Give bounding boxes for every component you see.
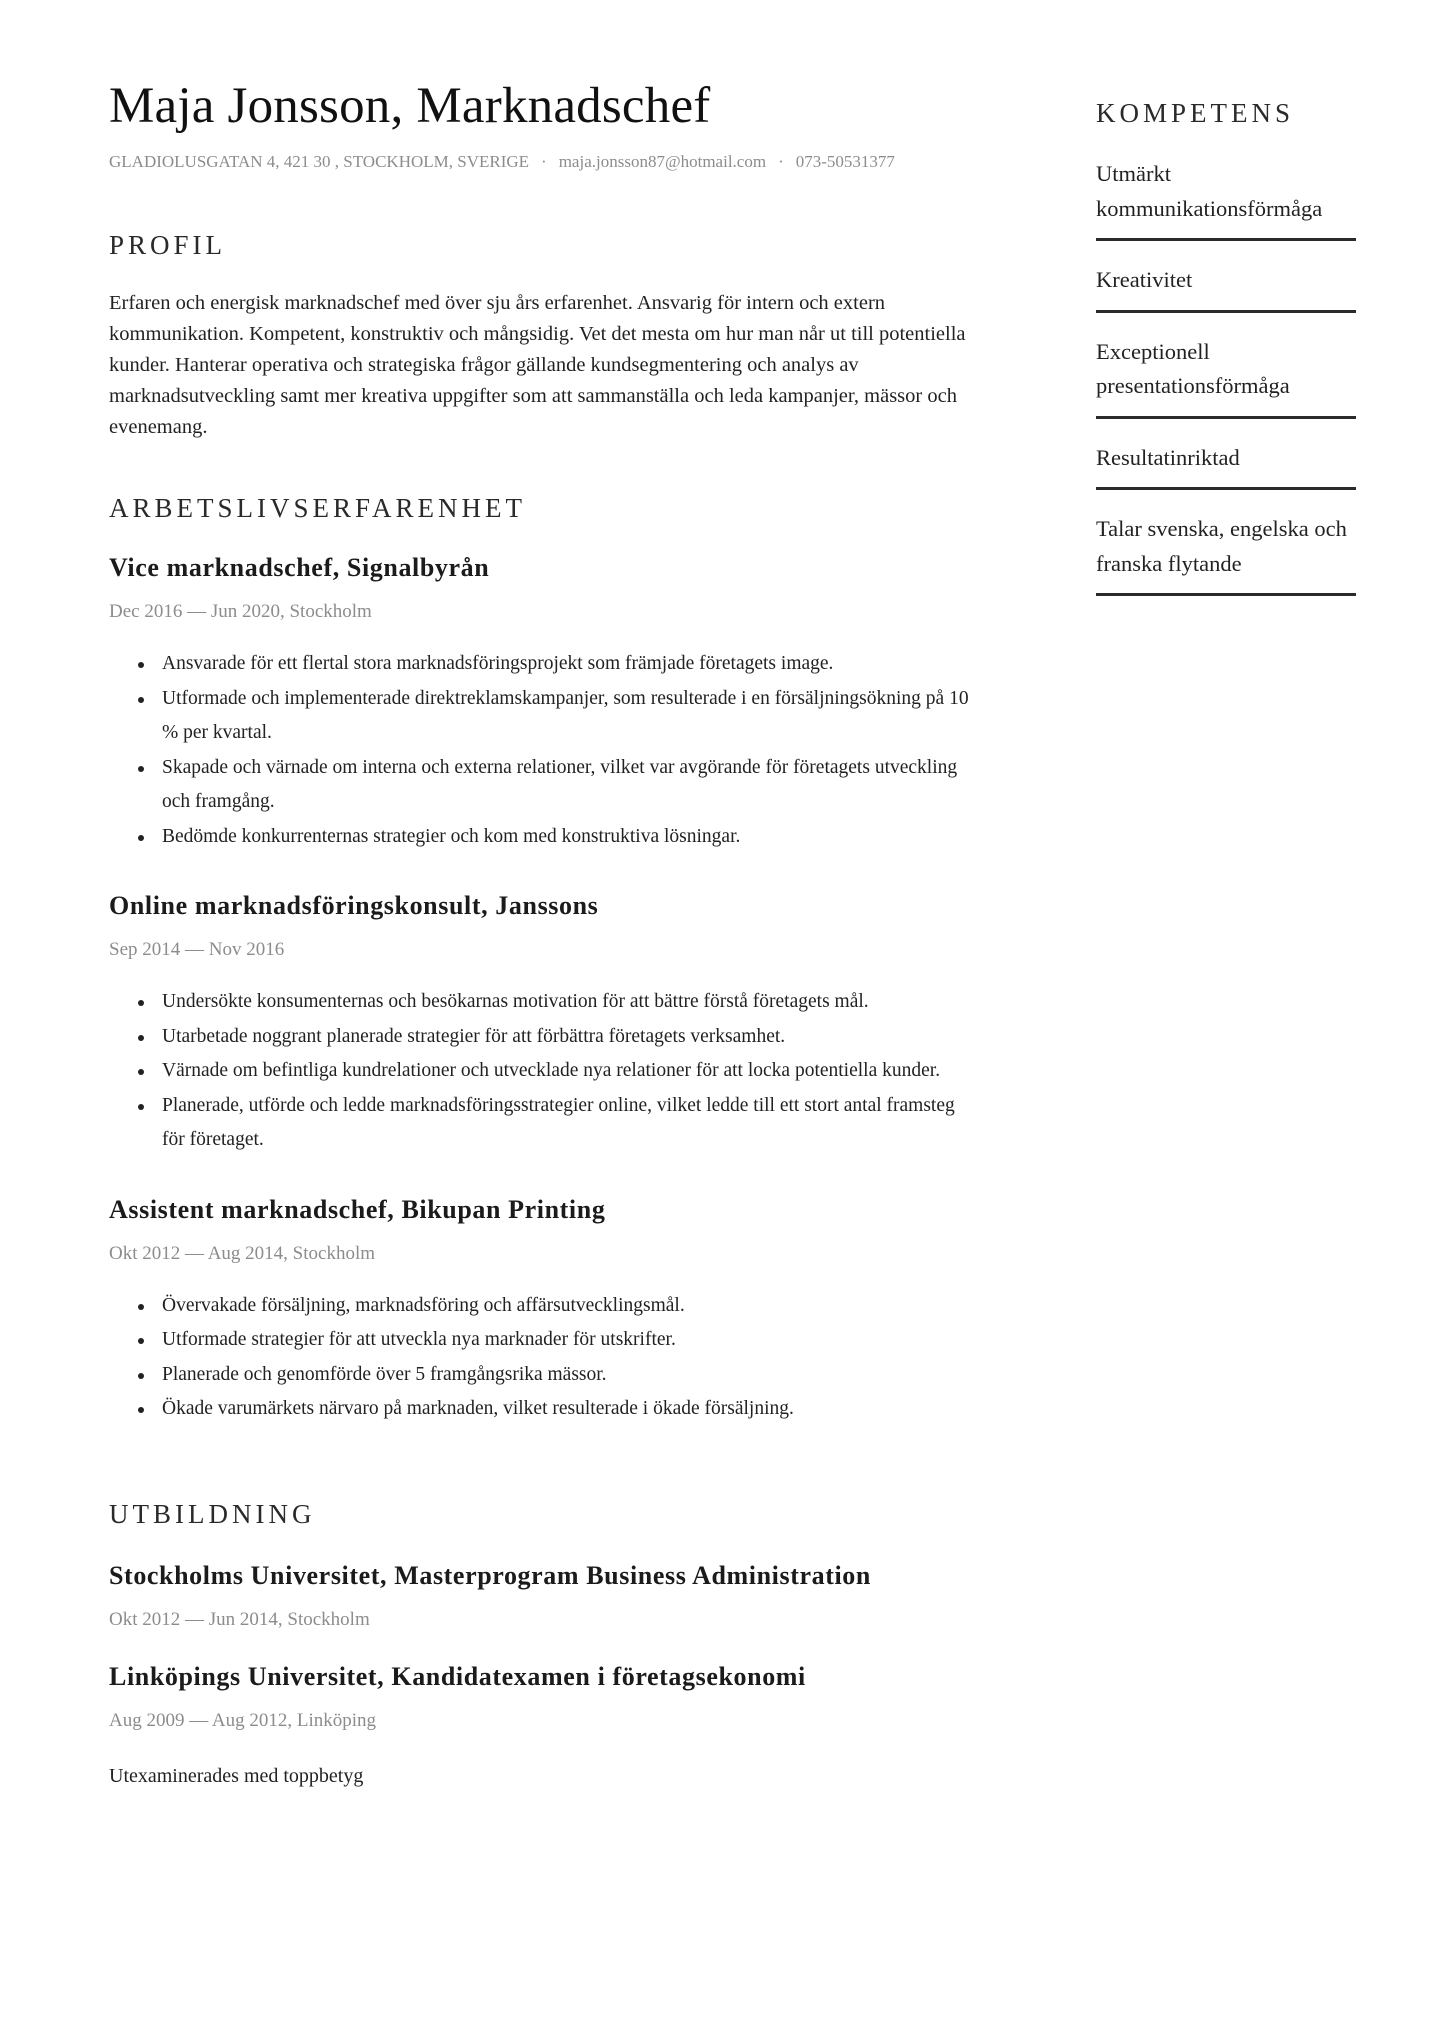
education-entry <box>109 1560 969 1631</box>
bullet-item: Planerade, utförde och ledde marknadsföringsstrategier online, vilket ledde till ett stort antal framsteg för företaget. <box>162 1089 969 1158</box>
job-bullets <box>109 1289 969 1427</box>
contact-line <box>109 152 969 172</box>
skill-item: Kreativitet <box>1096 261 1356 313</box>
job-title: Online marknadsföringskonsult, Janssons <box>109 891 599 920</box>
email-link[interactable]: maja.jonsson87@hotmail.com <box>558 152 767 171</box>
skill-item: Exceptionell presentationsförmåga <box>1096 333 1356 419</box>
education-title: Stockholms Universitet, Masterprogram Business Administration <box>109 1560 871 1590</box>
education-entry <box>109 1661 969 1788</box>
bullet-item: Utformade och implementerade direktreklamskampanjer, som resulterade i en försäljningsökning på 10 % per kvartal. <box>162 682 969 751</box>
profile-heading: PROFIL <box>109 230 227 260</box>
skills-list <box>1096 155 1356 596</box>
skill-item: Utmärkt kommunikationsförmåga <box>1096 155 1356 241</box>
job-entry <box>109 552 969 854</box>
skill-item: Resultatinriktad <box>1096 439 1356 491</box>
job-title: Vice marknadschef, Signalbyrån <box>109 553 490 582</box>
education-description: Utexaminerades med toppbetyg <box>109 1764 364 1787</box>
bullet-item: Övervakade försäljning, marknadsföring och affärsutvecklingsmål. <box>162 1289 969 1324</box>
job-dates-location: Dec 2016 — Jun 2020, Stockholm <box>109 601 372 622</box>
job-title: Assistent marknadschef, Bikupan Printing <box>109 1194 606 1224</box>
bullet-item: Utformade strategier för att utveckla nya marknader för utskrifter. <box>162 1323 969 1358</box>
education-heading: UTBILDNING <box>109 1498 316 1529</box>
phone-number: 073-50531377 <box>795 152 895 171</box>
skill-item: Talar svenska, engelska och franska flytande <box>1096 510 1356 596</box>
contact-separator: · <box>541 152 547 171</box>
job-dates-location: Sep 2014 — Nov 2016 <box>109 939 285 960</box>
bullet-item: Skapade och värnade om interna och externa relationer, vilket var avgörande för företagets utveckling och framgång. <box>162 751 969 820</box>
bullet-item: Ansvarade för ett flertal stora marknadsföringsprojekt som främjade företagets image. <box>162 647 969 682</box>
skills-heading: KOMPETENS <box>1096 98 1295 128</box>
job-entry <box>109 890 969 1158</box>
experience-heading: ARBETSLIVSERFARENHET <box>109 493 527 523</box>
candidate-name: Maja Jonsson, Marknadschef <box>109 78 711 134</box>
profile-text: Erfaren och energisk marknadschef med över sju års erfarenhet. Ansvarig för intern och extern kommunikation. Kompetent, konstruktiv och mångsidig. Vet det mesta om hur man når ut till potentiella kunder. Hanterar operativa och strategiska frågor gällande kundsegmentering och analys av marknadsutveckling samt mer kreativa uppgifter som att sammanställa och leda kampanjer, mässor och evenemang. <box>109 292 966 438</box>
education-dates-location: Okt 2012 — Jun 2014, Stockholm <box>109 1608 370 1630</box>
bullet-item: Ökade varumärkets närvaro på marknaden, vilket resulterade i ökade försäljning. <box>162 1392 969 1427</box>
bullet-item: Utarbetade noggrant planerade strategier för att förbättra företagets verksamhet. <box>162 1020 969 1055</box>
job-bullets <box>109 647 969 854</box>
job-bullets <box>109 985 969 1158</box>
bullet-item: Bedömde konkurrenternas strategier och kom med konstruktiva lösningar. <box>162 820 969 855</box>
job-dates-location: Okt 2012 — Aug 2014, Stockholm <box>109 1242 376 1264</box>
sidebar <box>1096 98 1356 616</box>
education-title: Linköpings Universitet, Kandidatexamen i företagsekonomi <box>109 1661 806 1691</box>
bullet-item: Planerade och genomförde över 5 framgångsrika mässor. <box>162 1358 969 1393</box>
contact-separator: · <box>778 152 784 171</box>
bullet-item: Värnade om befintliga kundrelationer och utvecklade nya relationer för att locka potentiella kunder. <box>162 1054 969 1089</box>
address: GLADIOLUSGATAN 4, 421 30 , STOCKHOLM, SVERIGE <box>109 152 530 171</box>
education-dates-location: Aug 2009 — Aug 2012, Linköping <box>109 1709 377 1731</box>
job-entry <box>109 1194 969 1427</box>
main-column <box>109 78 969 1788</box>
bullet-item: Undersökte konsumenternas och besökarnas motivation för att bättre förstå företagets mål. <box>162 985 969 1020</box>
